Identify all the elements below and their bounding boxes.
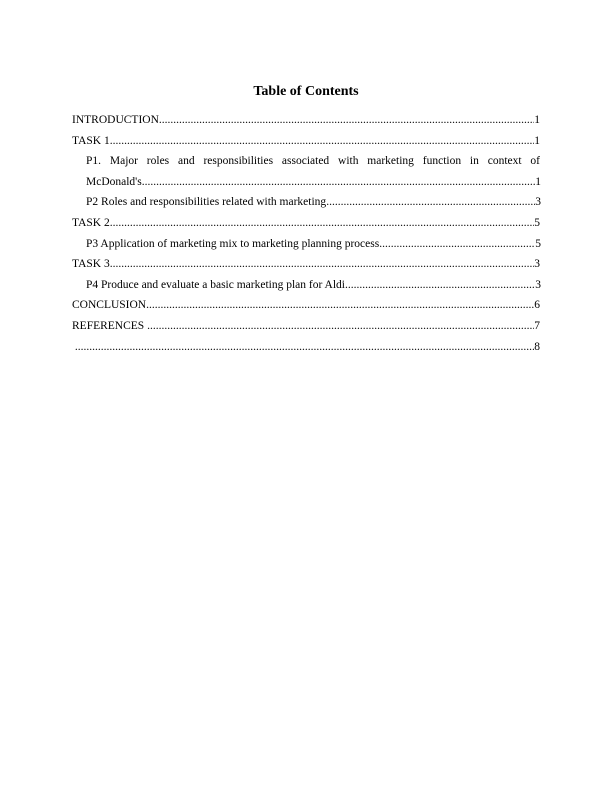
toc-entry-label: P4 Produce and evaluate a basic marketing plan for Aldi: [86, 278, 345, 291]
toc-page-number: 5: [535, 237, 541, 250]
toc-entry-p2[interactable]: [72, 194, 540, 215]
toc-entry-introduction[interactable]: [72, 112, 540, 133]
toc-entry-label: TASK 1: [72, 134, 110, 147]
leader-dots: [142, 174, 536, 190]
leader-dots: [379, 236, 535, 252]
toc-page-number: 6: [534, 299, 540, 312]
toc-title: Table of Contents: [253, 84, 359, 99]
leader-dots: [326, 194, 535, 210]
toc-entry-label: P3 Application of marketing mix to marketing planning process: [86, 237, 380, 250]
toc-entry-task-2[interactable]: [72, 215, 540, 236]
toc-entry-label: P2 Roles and responsibilities related with marketing: [86, 196, 327, 209]
toc-entry-label: REFERENCES: [72, 319, 148, 332]
leader-dots: [110, 256, 535, 272]
toc-page-number: 1: [534, 134, 540, 147]
leader-dots: [110, 215, 535, 231]
toc-page-number: 1: [534, 114, 540, 126]
toc-entry-conclusion[interactable]: [72, 297, 540, 318]
toc-entry-label: INTRODUCTION: [72, 114, 159, 126]
toc-page-number: 3: [535, 196, 541, 209]
toc-entry-label: CONCLUSION: [72, 299, 147, 312]
toc-entry-label: TASK 2: [72, 216, 110, 229]
toc-page-number: 5: [534, 216, 540, 229]
toc-entry-p4[interactable]: [72, 277, 540, 298]
toc-entry-references[interactable]: [72, 318, 540, 339]
leader-dots: [147, 318, 534, 334]
toc-page-number: 1: [535, 175, 541, 188]
toc-entry-label-line2: McDonald's: [86, 175, 142, 188]
toc-entry-p1[interactable]: [72, 153, 540, 194]
toc-page-number: 7: [534, 319, 540, 332]
leader-dots: [110, 133, 535, 149]
leader-dots: [345, 277, 535, 293]
toc-entry-unlabeled[interactable]: [72, 339, 540, 360]
toc-page-number: 8: [534, 340, 540, 353]
leader-dots: [159, 112, 534, 128]
table-of-contents: [72, 112, 540, 359]
toc-entry-label: TASK 3: [72, 258, 110, 271]
toc-entry-p3[interactable]: [72, 236, 540, 257]
leader-dots: [75, 339, 534, 355]
toc-page-number: 3: [535, 278, 541, 291]
toc-entry-label-line1: P1. Major roles and responsibilities associated with marketing function in context of: [86, 155, 540, 168]
leader-dots: [146, 297, 534, 313]
toc-page-number: 3: [534, 258, 540, 271]
toc-entry-task-1[interactable]: [72, 133, 540, 154]
toc-entry-task-3[interactable]: [72, 256, 540, 277]
